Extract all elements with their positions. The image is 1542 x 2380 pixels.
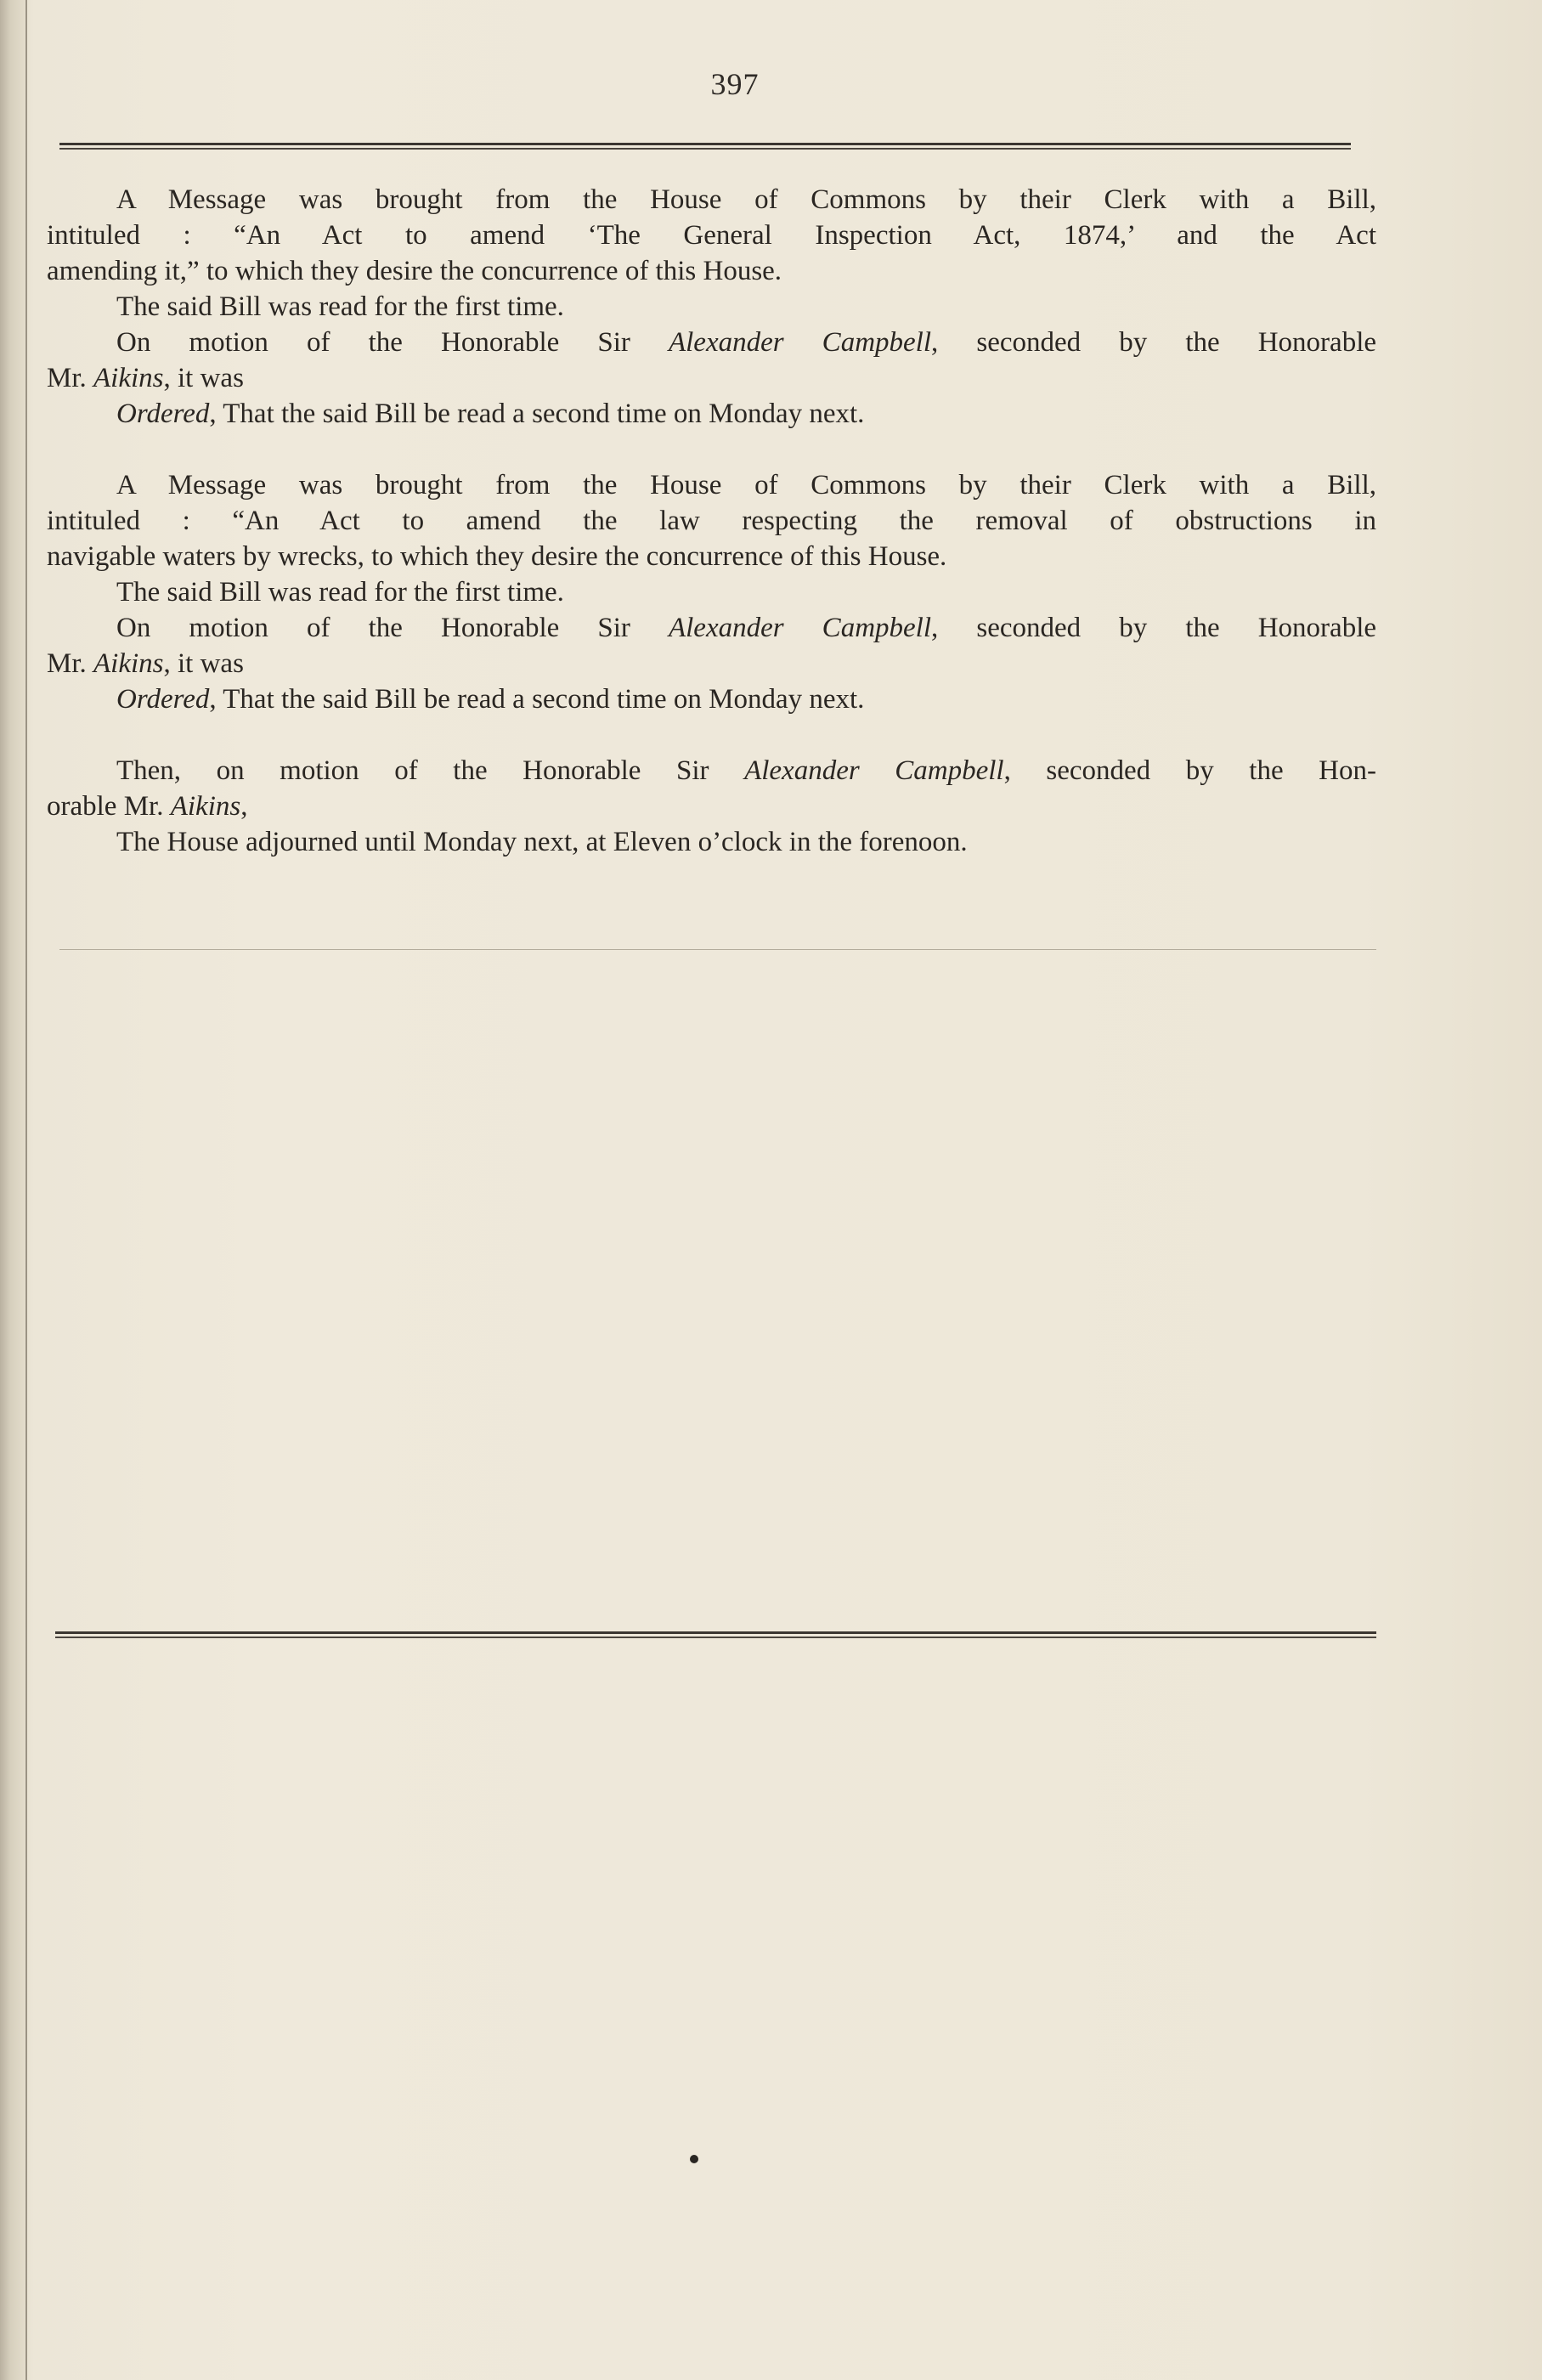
text-line: On motion of the Honorable Sir Alexander Campbell, seconded by the Honorable xyxy=(116,613,1377,643)
italic-name: Aikins xyxy=(170,791,241,822)
italic-name: Aikins xyxy=(93,648,164,679)
italic-name: Alexander Campbell xyxy=(668,613,932,643)
text-line: Ordered, That the said Bill be read a second time on Monday next. xyxy=(116,684,865,715)
italic-name: Alexander Campbell xyxy=(668,327,932,358)
text-line: Ordered, That the said Bill be read a second time on Monday next. xyxy=(116,399,865,429)
text-line: The said Bill was read for the first time. xyxy=(116,291,564,322)
text-line: intituled : “An Act to amend ‘The General Inspection Act, 1874,’ and the Act xyxy=(47,220,1376,251)
italic-name: Ordered xyxy=(116,684,210,715)
text-line: Mr. Aikins, it was xyxy=(47,363,244,393)
page-number: 397 xyxy=(710,67,760,101)
text-line: Then, on motion of the Honorable Sir Alexander Campbell, seconded by the Hon- xyxy=(116,755,1376,786)
italic-name: Ordered xyxy=(116,399,210,429)
binding-edge xyxy=(0,0,27,2380)
journal-entry xyxy=(47,182,1376,432)
text-line: orable Mr. Aikins, xyxy=(47,791,248,822)
text-line: The said Bill was read for the first time. xyxy=(116,577,564,608)
journal-entries xyxy=(47,182,1376,896)
text-line: A Message was brought from the House of Commons by their Clerk with a Bill, xyxy=(116,470,1376,500)
journal-entry xyxy=(47,467,1376,717)
section-divider xyxy=(59,949,1376,950)
text-line: navigable waters by wrecks, to which they desire the concurrence of this House. xyxy=(47,541,947,572)
italic-name: Alexander Campbell xyxy=(744,755,1004,786)
footer-rule xyxy=(55,1631,1376,1634)
text-line: amending it,” to which they desire the concurrence of this House. xyxy=(47,256,782,286)
text-line: Mr. Aikins, it was xyxy=(47,648,244,679)
text-line: On motion of the Honorable Sir Alexander Campbell, seconded by the Honorable xyxy=(116,327,1377,358)
ink-dot xyxy=(690,2155,698,2163)
text-line: intituled : “An Act to amend the law respecting the removal of obstructions in xyxy=(47,506,1376,536)
text-line: A Message was brought from the House of Commons by their Clerk with a Bill, xyxy=(116,184,1376,215)
journal-entry xyxy=(47,753,1376,860)
text-line: The House adjourned until Monday next, at Eleven o’clock in the forenoon. xyxy=(116,827,968,857)
header-rule xyxy=(59,143,1351,145)
italic-name: Aikins xyxy=(93,363,164,393)
